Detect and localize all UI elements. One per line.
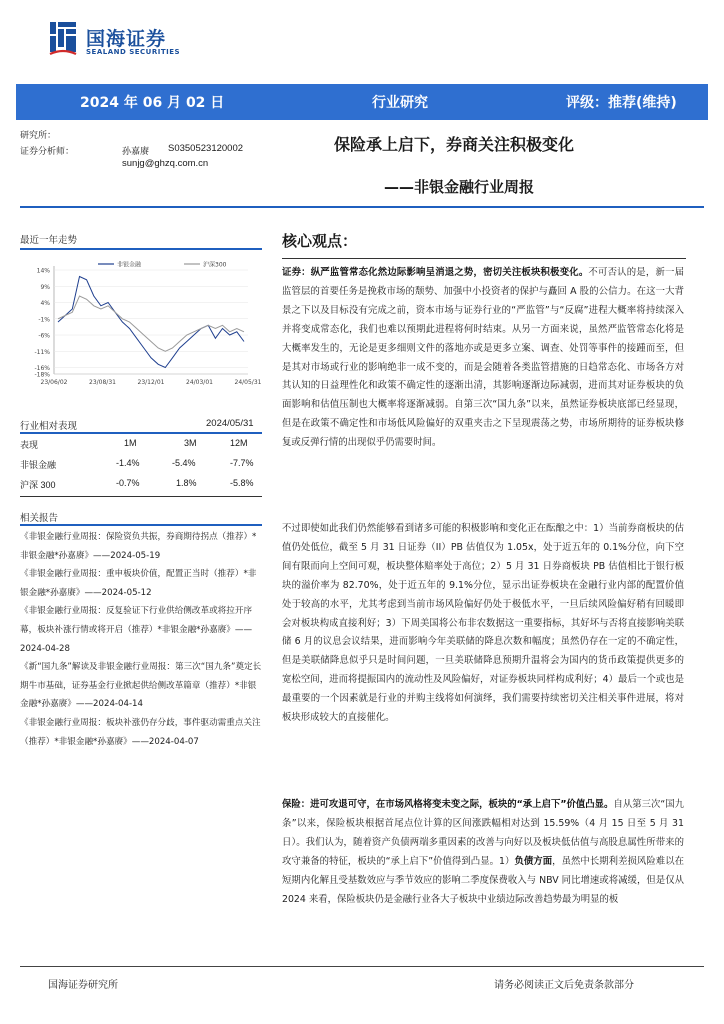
paragraph-positives [282,520,684,728]
core-title: 核心观点： [282,232,358,250]
paragraph-insurance [282,796,684,909]
paragraph-lead: 证券：纵严监管常态化然边际影响呈消退之势，密切关注板块积极变化。 [282,267,589,278]
chart-ytick-label: 14% [36,267,50,275]
footer-institute: 国海证券研究所 [48,980,118,991]
perf-title: 行业相对表现 [20,421,78,432]
report-category: 行业研究 [372,95,428,111]
trend-divider [20,248,262,250]
chart-xtick-label: 23/08/31 [89,379,116,386]
brand-name-en: SEALAND SECURITIES [86,48,181,56]
chart-series-line [58,277,244,368]
chart-ytick-label: 4% [40,300,50,307]
trend-chart [18,261,262,390]
header-band [16,84,708,120]
chart-ytick-label: -18% [34,371,50,379]
perf-row [20,478,260,498]
perf-cell: 非银金融 [20,460,57,470]
paragraph-bold: 负债方面 [514,855,553,867]
chart-ytick-label: -11% [34,348,50,356]
institute-label: 研究所： [20,131,57,141]
chart-legend-label: 沪深300 [203,261,227,269]
perf-header-cell: 表现 [20,440,39,450]
chart-legend-label: 非银金融 [117,261,142,269]
perf-cell: -1.4% [116,458,140,468]
perf-cell: -0.7% [116,478,140,488]
related-report-link[interactable]: 《非银金融行业周报：重申板块价值，配置正当时（推荐）*非银金融*孙嘉赓》——2024-05-12 [20,569,257,598]
analyst-email: sunjg@ghzq.com.cn [122,158,209,169]
analyst-label: 证券分析师： [20,147,75,157]
related-report-link[interactable]: 《非银金融行业周报：板块补涨仍存分歧，事件驱动需重点关注（推荐）*非银金融*孙嘉赓》——2024-04-07 [20,717,261,747]
perf-header-cell: 12M [230,438,248,448]
chart-xtick-label: 24/03/01 [186,379,213,386]
related-report-link[interactable]: 《非银金融行业周报：反复验证下行业供给侧改革或将拉开序幕，板块补涨行情或将开启（推荐）*非银金融*孙嘉赓》——2024-04-28 [20,606,253,654]
reports-divider [20,524,262,526]
perf-cell: 沪深 300 [20,480,56,490]
perf-divider [20,432,262,434]
core-divider [282,258,686,259]
report-subtitle: ——非银金融行业周报 [384,178,535,196]
related-report-link[interactable]: 《新“国九条”解读及非银金融行业周报：第三次“国九条”奠定长期牛市基础，证券基金行业掀起供给侧改革篇章（推荐）*非银金融*孙嘉赓》——2024-04-14 [20,662,262,710]
chart-ytick-label: 9% [40,283,50,291]
footer-rule [20,966,704,967]
report-rating: 评级：推荐(维持) [566,95,677,111]
chart-ytick-label: -1% [38,316,50,324]
report-title: 保险承上启下，券商关注积极变化 [334,135,575,154]
chart-ytick-label: -16% [34,365,50,372]
paragraph-body: 自从第三次“国九条”以来，保险板块根据首尾点位计算的区间涨跌幅相对达到 15.59%（4 月 15 日至 5 月 31 日）。我们认为，随着资产负债两端多重因素的改善与向好以及板块低估值与高股息属性所带来的攻守兼备的特征，板块的“承上启下”价值得到凸显。1） [282,799,685,867]
chart-ytick-label: -6% [38,332,50,340]
perf-header-cell: 1M [124,438,137,448]
perf-bottom-rule [20,496,262,497]
title-divider [20,206,704,208]
brand-name-cn: 国海证券 [86,28,167,50]
paragraph-body: ，虽然中长期利差损风险难以在短期内化解且受基数效应与季节效应的影响二季度保费收入与 NBV 同比增速或将减缓，但是仅从 2024 来看，保险板块仍是金融行业各大子板块中业绩边际改善趋势最为明显的板 [282,855,684,905]
analyst-name: 孙嘉赓 [122,147,150,157]
perf-cell: -5.4% [172,458,196,468]
analyst-id: S0350523120002 [168,143,244,154]
paragraph-securities [282,264,684,453]
chart-xtick-label: 23/06/02 [40,379,68,386]
perf-cell: 1.8% [176,478,197,488]
sealand-logo-icon [48,20,78,56]
chart-xtick-label: 23/12/01 [137,379,165,386]
footer-disclaimer: 请务必阅读正文后免责条款部分 [494,980,634,991]
report-date: 2024 年 06 月 02 日 [80,95,225,111]
perf-header-row [20,438,260,458]
paragraph-lead: 保险：进可攻退可守，在市场风格将变未变之际，板块的“承上启下”价值凸显。 [282,799,614,810]
perf-header-cell: 3M [184,438,197,448]
related-reports-list [20,528,264,751]
chart-series-line [58,296,244,351]
perf-date: 2024/05/31 [206,418,254,429]
perf-cell: -5.8% [230,478,254,488]
reports-title: 相关报告 [20,513,59,524]
paragraph-body: 不可否认的是，新一届监管层的首要任务是挽救市场的颓势、加强中小投资者的保护与矗回 A 股的公信力。在这一大背景之下以及目标没有完成之前，资本市场与证券行业的“严监管”与“反腐”进程大概率将持续深入并将变成常态化，我们也难以预期此进程将何时结束。从另一方面来说，虽然严监管常态化将是大概率发生的，无论是更多细则文件的落地亦或是更多立案、调查、处罚等事件的接踵而至，但是其对市场或行业的影响绝非一成不变的，而是会随着各类监管措施的日趋常态化、市场各方对其认知的日益理性化和政策不确定性的逐渐出清，其影响逐渐边际减弱，进而其对证券板块的负面影响和估值压制也大概率将逐渐减弱。自第三次“国九条”以来，虽然证券板块底部已经显现，但是在政策不确定性和市场低风险偏好的双重夹击之下呈现震荡之势，市场所期待的证券板块修复或反弹行情的出现似乎仍需要时间。 [282,267,684,449]
related-report-link[interactable]: 《非银金融行业周报：保险资负共振，券商期待拐点（推荐）*非银金融*孙嘉赓》——2024-05-19 [20,532,257,561]
trend-title: 最近一年走势 [20,235,78,246]
perf-cell: -7.7% [230,458,254,468]
perf-row [20,458,260,478]
chart-xtick-label: 24/05/31 [234,379,262,386]
paragraph-body: 不过即使如此我们仍然能够看到诸多可能的积极影响和变化正在酝酿之中：1）当前券商板块的估值仍处低位，截至 5 月 31 日证券（II）PB 估值仅为 1.05x，处于近五年的 0.1%分位，向下空间有限而向上空间可观，板块整体赔率处于高位；2）5 月 31 日券商板块 PB 估值相比于银行板块的溢价率为 82.70%，处于近五年的 9.1%分位，显示出证券板块在金融行业内部的配置价值处于较高的水平，尤其考虑到当前市场风险偏好仍处于极低水平，一旦后续风险偏好稍有回暖即会对板块构成直接利好；3）下周美国将公布非农数据这一重要指标，其好坏与否将直接影响美联储 6 月的议息会议结果，进而影响今年美联储的降息次数和幅度；虽然仍存在一定的不确定性，但是美联储降息似乎只是时间问题，一旦美联储降息预期升温将会为国内的货币政策提供更多的宽松空间，进而将提振国内的流动性及风险偏好，对证券板块同样构成利好；4）最后一个或也是最重要的一个因素就是行业的并购主线将如何演绎，我们需要持续密切关注相关事件进展，将对板块形成较大的直接催化。 [282,523,684,724]
